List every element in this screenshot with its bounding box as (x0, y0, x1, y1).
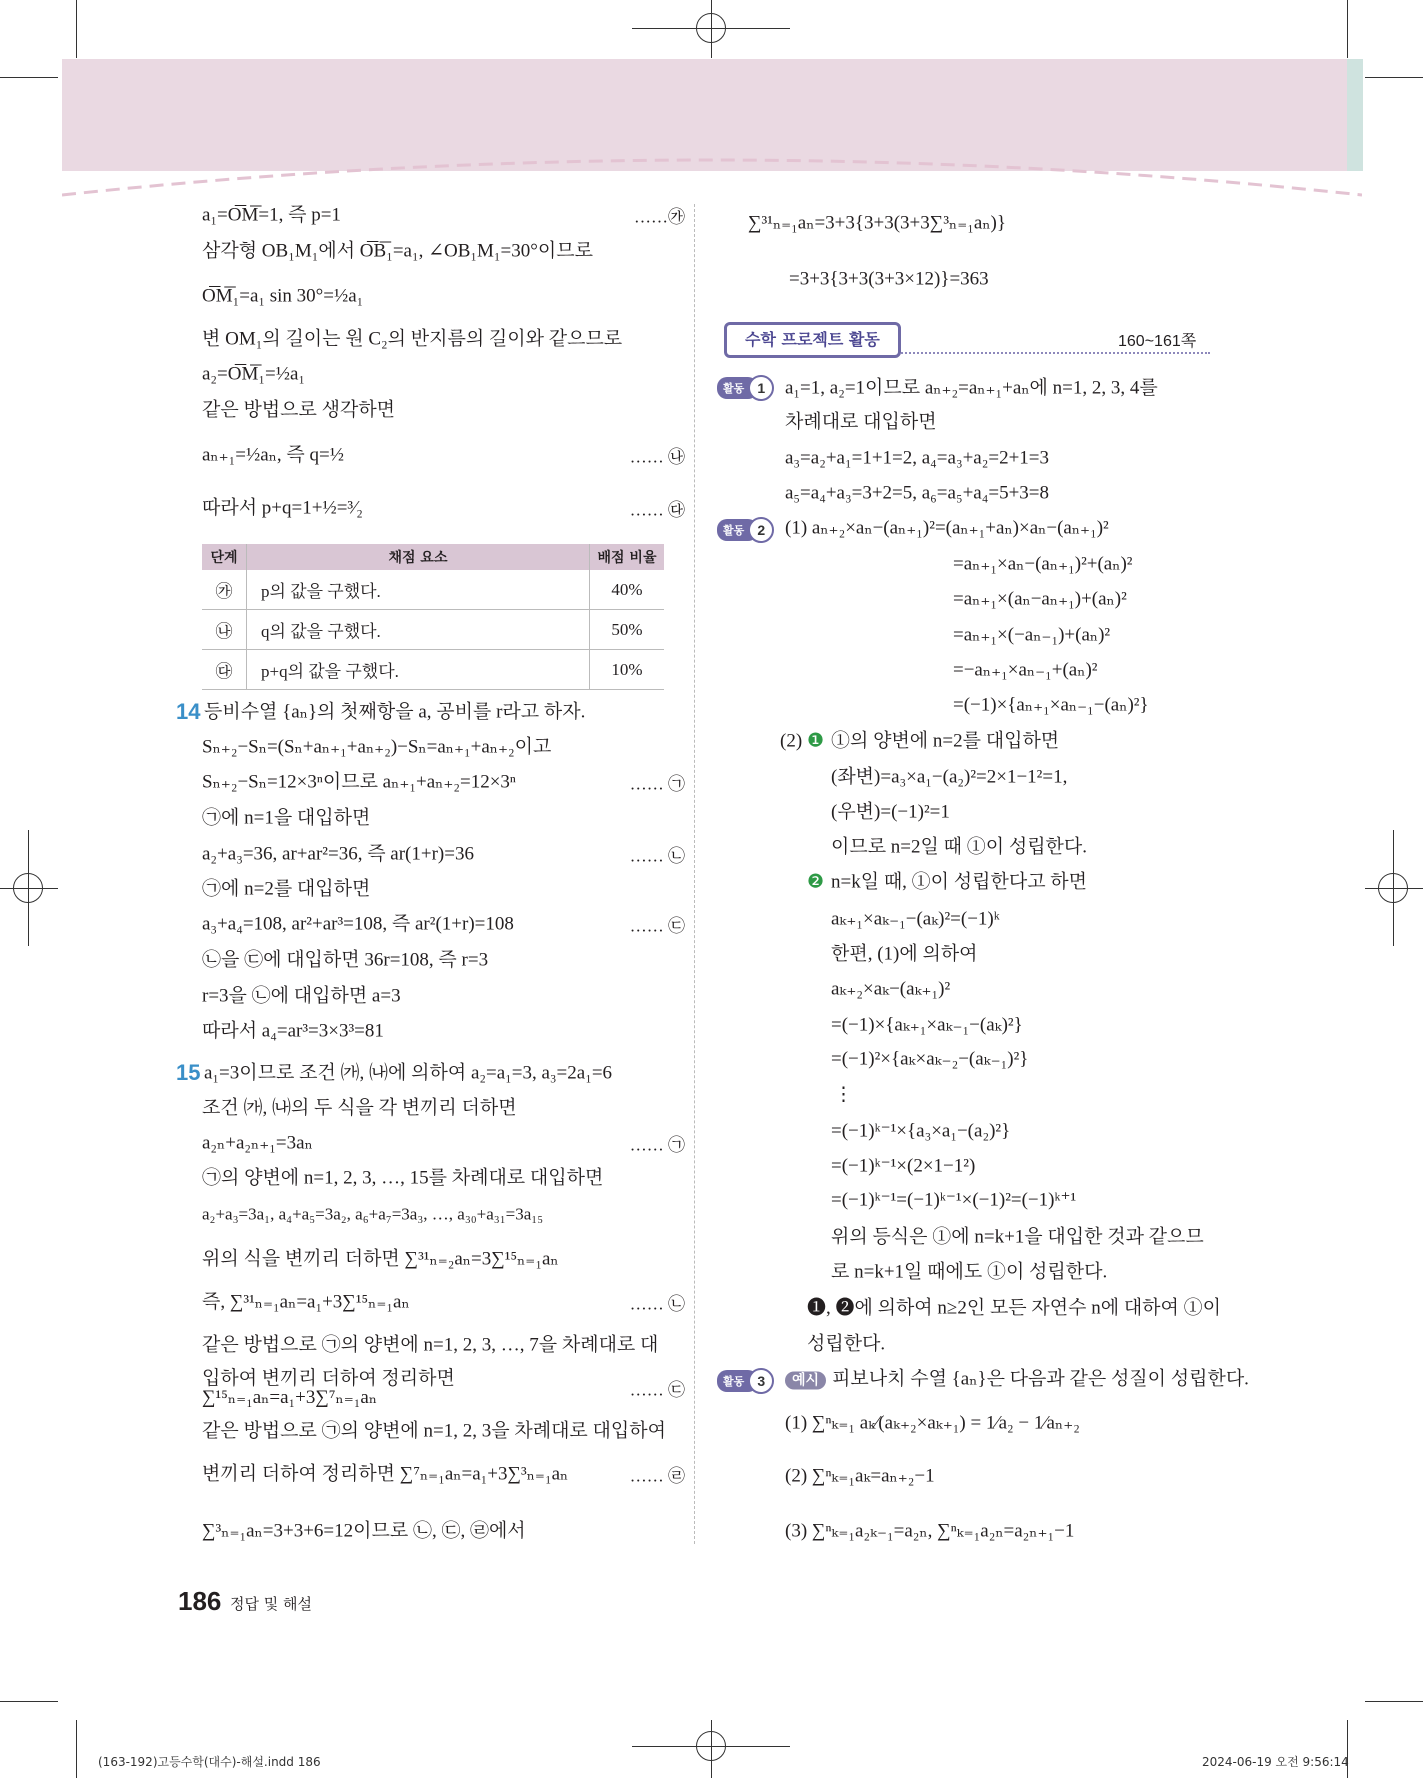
step-marker: …… ㉡ (629, 846, 685, 866)
timestamp: 2024-06-19 오전 9:56:14 (1202, 1755, 1349, 1769)
crop-mark (0, 77, 58, 78)
text-line: ❶, ❷에 의하여 n≥2인 모든 자연수 n에 대하여 ①이 (807, 1297, 1221, 1319)
text-line: a₂+a₃=3a₁, a₄+a₅=3a₂, a₆+a₇=3a₃, …, a₃₀+a₃₁=3a₁₅ (202, 1204, 544, 1224)
registration-circle (696, 1731, 726, 1761)
table-cell-item: p+q의 값을 구했다. (247, 650, 590, 690)
text-line-content: 피보나치 수열 {aₙ}은 다음과 같은 성질이 성립한다. (832, 1368, 1249, 1390)
table-cell-step: ㉯ (202, 610, 247, 650)
text-line: ⋮ (834, 1084, 853, 1106)
text-line: a₂+a₃=36, ar+ar²=36, 즉 ar(1+r)=36 (202, 843, 474, 865)
text-line: 입하여 변끼리 더하여 정리하면 ∑¹⁵ₙ₌₁aₙ=a₁+3∑⁷ₙ₌₁aₙ (202, 1368, 455, 1408)
crop-mark (1365, 1701, 1423, 1702)
text-line: (좌변)=a₃×a₁−(a₂)²=2×1−1²=1, (831, 766, 1068, 788)
section-rule (870, 352, 1210, 354)
text-line: 같은 방법으로 생각하면 (202, 399, 396, 421)
text-line: (우변)=(−1)²=1 (831, 801, 950, 823)
text-line: O͞M͞₁=a₁ sin 30°=½a₁ (202, 285, 364, 307)
text-line: aₙ₊₁=½aₙ, 즉 q=½ (202, 444, 344, 466)
problem-number: 14 (176, 699, 201, 724)
table-cell-ratio: 40% (590, 570, 665, 610)
text-line: (3) ∑ⁿₖ₌₁a₂ₖ₋₁=a₂ₙ, ∑ⁿₖ₌₁a₂ₙ=a₂ₙ₊₁−1 (785, 1520, 1075, 1542)
text-line: 위의 식을 변끼리 더하면 ∑³¹ₙ₌₂aₙ=3∑¹⁵ₙ₌₁aₙ (202, 1248, 559, 1270)
table-row (202, 570, 664, 610)
text-line: ㉠에 n=2를 대입하면 (202, 878, 371, 900)
step-marker: …… ㉣ (629, 1466, 685, 1486)
text-line: 이므로 n=2일 때 ①이 성립한다. (831, 836, 1088, 858)
text-line: 같은 방법으로 ㉠의 양변에 n=1, 2, 3을 차례대로 대입하여 (202, 1420, 666, 1442)
example-badge: 예시 (785, 1372, 826, 1390)
activity-number: 3 (748, 1368, 774, 1394)
text-line: a₁=O͞M͞=1, 즉 p=1 (202, 204, 341, 226)
text-line: 한편, (1)에 의하여 (831, 943, 978, 965)
text-line: a₁=3이므로 조건 ㈎, ㈏에 의하여 a₂=a₁=3, a₃=2a₁=6 (204, 1062, 613, 1084)
table-row (202, 610, 664, 650)
table-header-row (202, 544, 664, 570)
text-line: ㉠의 양변에 n=1, 2, 3, …, 15를 차례대로 대입하면 (202, 1167, 604, 1189)
text-line: 등비수열 {aₙ}의 첫째항을 a, 공비를 r라고 하자. (204, 701, 586, 723)
text-line: =3+3{3+3(3+3×12)}=363 (789, 268, 989, 290)
text-line: a₂ₙ+a₂ₙ₊₁=3aₙ (202, 1132, 313, 1154)
step-2-icon: ❷ (807, 871, 825, 893)
text-line: ①의 양변에 n=2를 대입하면 (831, 730, 1060, 752)
activity-label: 활동 (717, 1370, 758, 1392)
text-line: =−aₙ₊₁×aₙ₋₁+(aₙ)² (953, 659, 1098, 681)
text-line: 변 OM₁의 길이는 원 C₂의 반지름의 길이와 같으므로 (202, 328, 623, 350)
text-line: aₖ₊₂×aₖ−(aₖ₊₁)² (831, 978, 951, 1000)
text-line: 삼각형 OB₁M₁에서 O͞B͞₁=a₁, ∠OB₁M₁=30°이므로 (202, 240, 593, 262)
text-line: =aₙ₊₁×(−aₙ₋₁)+(aₙ)² (953, 624, 1111, 646)
table-row (202, 650, 664, 690)
text-line: 성립한다. (807, 1333, 886, 1355)
text-line: 위의 등식은 ①에 n=k+1을 대입한 것과 같으므 (831, 1226, 1204, 1248)
text-line: a₃+a₄=108, ar²+ar³=108, 즉 ar²(1+r)=108 (202, 913, 514, 935)
text-line: Sₙ₊₂−Sₙ=12×3ⁿ이므로 aₙ₊₁+aₙ₊₂=12×3ⁿ (202, 771, 516, 793)
text-line: (2) ∑ⁿₖ₌₁aₖ=aₙ₊₂−1 (785, 1465, 935, 1487)
crop-mark (0, 1701, 58, 1702)
text-line: (1) ∑ⁿₖ₌₁ aₖ⁄(aₖ₊₂×aₖ₊₁) = 1⁄a₂ − 1⁄aₙ₊₂ (785, 1412, 1080, 1434)
table-header: 채점 요소 (247, 544, 590, 570)
step-marker: …… ㉯ (629, 447, 685, 467)
text-line: 따라서 a₄=ar³=3×3³=81 (202, 1020, 384, 1042)
text-line: (1) aₙ₊₂×aₙ−(aₙ₊₁)²=(aₙ₊₁+aₙ)×aₙ−(aₙ₊₁)² (785, 517, 1109, 539)
activity-label: 활동 (717, 377, 758, 399)
text-line: ㉠에 n=1을 대입하면 (202, 807, 371, 829)
activity-label: 활동 (717, 519, 758, 541)
text-line: 같은 방법으로 ㉠의 양변에 n=1, 2, 3, …, 7을 차례대로 대 (202, 1334, 659, 1356)
text-line: 즉, ∑³¹ₙ₌₁aₙ=a₁+3∑¹⁵ₙ₌₁aₙ (202, 1291, 410, 1313)
step-marker: …… ㉠ (629, 1135, 685, 1155)
text-line: 변끼리 더하여 정리하면 ∑⁷ₙ₌₁aₙ=a₁+3∑³ₙ₌₁aₙ (202, 1463, 569, 1485)
page-label: 정답 및 해설 (230, 1595, 312, 1613)
table-cell-ratio: 10% (590, 650, 665, 690)
text-line: Sₙ₊₂−Sₙ=(Sₙ+aₙ₊₁+aₙ₊₂)−Sₙ=aₙ₊₁+aₙ₊₂이고 (202, 736, 552, 758)
table-header: 단계 (202, 544, 247, 570)
step-marker: …… ㉡ (629, 1294, 685, 1314)
text-line: ∑³ₙ₌₁aₙ=3+3+6=12이므로 ㉡, ㉢, ㉣에서 (202, 1520, 526, 1542)
text-line: =(−1)×{aₖ₊₁×aₖ₋₁−(aₖ)²} (831, 1014, 1023, 1036)
text-line: =aₙ₊₁×aₙ−(aₙ₊₁)²+(aₙ)² (953, 553, 1133, 575)
file-info: (163-192)고등수학(대수)-해설.indd 186 (98, 1755, 321, 1769)
section-pages: 160~161쪽 (1118, 333, 1197, 350)
step-marker: …… ㉰ (629, 500, 685, 520)
crop-mark (1347, 0, 1348, 58)
text-line (785, 1370, 1249, 1389)
text-line: ∑³¹ₙ₌₁aₙ=3+3{3+3(3+3∑³ₙ₌₁aₙ)} (748, 212, 1006, 234)
problem-number: 15 (176, 1060, 201, 1085)
step-marker: …… ㉢ (629, 916, 685, 936)
activity-badge (717, 517, 774, 543)
text-line: a₂=O͞M͞₁=½a₁ (202, 363, 306, 385)
page-number: 186 (178, 1586, 222, 1616)
step-marker: …… ㉢ (629, 1380, 685, 1400)
text-line: =(−1)²×{aₖ×aₖ₋₂−(aₖ₋₁)²} (831, 1048, 1029, 1070)
step-marker: …… ㉠ (629, 774, 685, 794)
section-title: 수학 프로젝트 활동 (724, 322, 901, 358)
column-divider (694, 204, 695, 1544)
dashed-curve (62, 150, 1362, 200)
crop-mark (76, 1720, 77, 1778)
text-line: r=3을 ㉡에 대입하면 a=3 (202, 985, 401, 1007)
text-line: a₅=a₄+a₃=3+2=5, a₆=a₅+a₄=5+3=8 (785, 482, 1049, 504)
text-line: 조건 ㈎, ㈏의 두 식을 각 변끼리 더하면 (202, 1097, 517, 1119)
text-line: =(−1)ᵏ⁻¹×(2×1−1²) (831, 1155, 976, 1177)
table-header: 배점 비율 (590, 544, 665, 570)
registration-circle (1378, 873, 1408, 903)
table-cell-step: ㉮ (202, 570, 247, 610)
text-line: 따라서 p+q=1+½=³⁄₂ (202, 497, 363, 519)
table-cell-item: q의 값을 구했다. (247, 610, 590, 650)
crop-mark (1365, 77, 1423, 78)
activity-badge (717, 375, 774, 401)
activity-number: 1 (748, 375, 774, 401)
text-line: n=k일 때, ①이 성립한다고 하면 (831, 871, 1088, 893)
text-line: aₖ₊₁×aₖ₋₁−(aₖ)²=(−1)ᵏ (831, 908, 1000, 930)
text-line: 차례대로 대입하면 (785, 411, 937, 433)
text-line: a₁=1, a₂=1이므로 aₙ₊₂=aₙ₊₁+aₙ에 n=1, 2, 3, 4를 (785, 377, 1158, 399)
part-label: (2) (780, 730, 803, 752)
text-line: ㉡을 ㉢에 대입하면 36r=108, 즉 r=3 (202, 949, 489, 971)
activity-number: 2 (748, 517, 774, 543)
registration-circle (696, 13, 726, 43)
text-line: =(−1)×{aₙ₊₁×aₙ₋₁−(aₙ)²} (953, 694, 1149, 716)
table-cell-ratio: 50% (590, 610, 665, 650)
text-line: 로 n=k+1일 때에도 ①이 성립한다. (831, 1261, 1108, 1283)
step-marker: ……㉮ (634, 207, 685, 227)
text-line: =aₙ₊₁×(aₙ−aₙ₊₁)+(aₙ)² (953, 588, 1127, 610)
text-line: a₃=a₂+a₁=1+1=2, a₄=a₃+a₂=2+1=3 (785, 447, 1049, 469)
text-line: =(−1)ᵏ⁻¹×{a₃×a₁−(a₂)²} (831, 1120, 1011, 1142)
table-cell-step: ㉰ (202, 650, 247, 690)
crop-mark (76, 0, 77, 58)
table-cell-item: p의 값을 구했다. (247, 570, 590, 610)
registration-circle (13, 873, 43, 903)
text-line: =(−1)ᵏ⁻¹=(−1)ᵏ⁻¹×(−1)²=(−1)ᵏ⁺¹ (831, 1189, 1077, 1211)
scoring-table (202, 544, 664, 690)
step-1-icon: ❶ (807, 730, 825, 752)
activity-badge (717, 1368, 774, 1394)
